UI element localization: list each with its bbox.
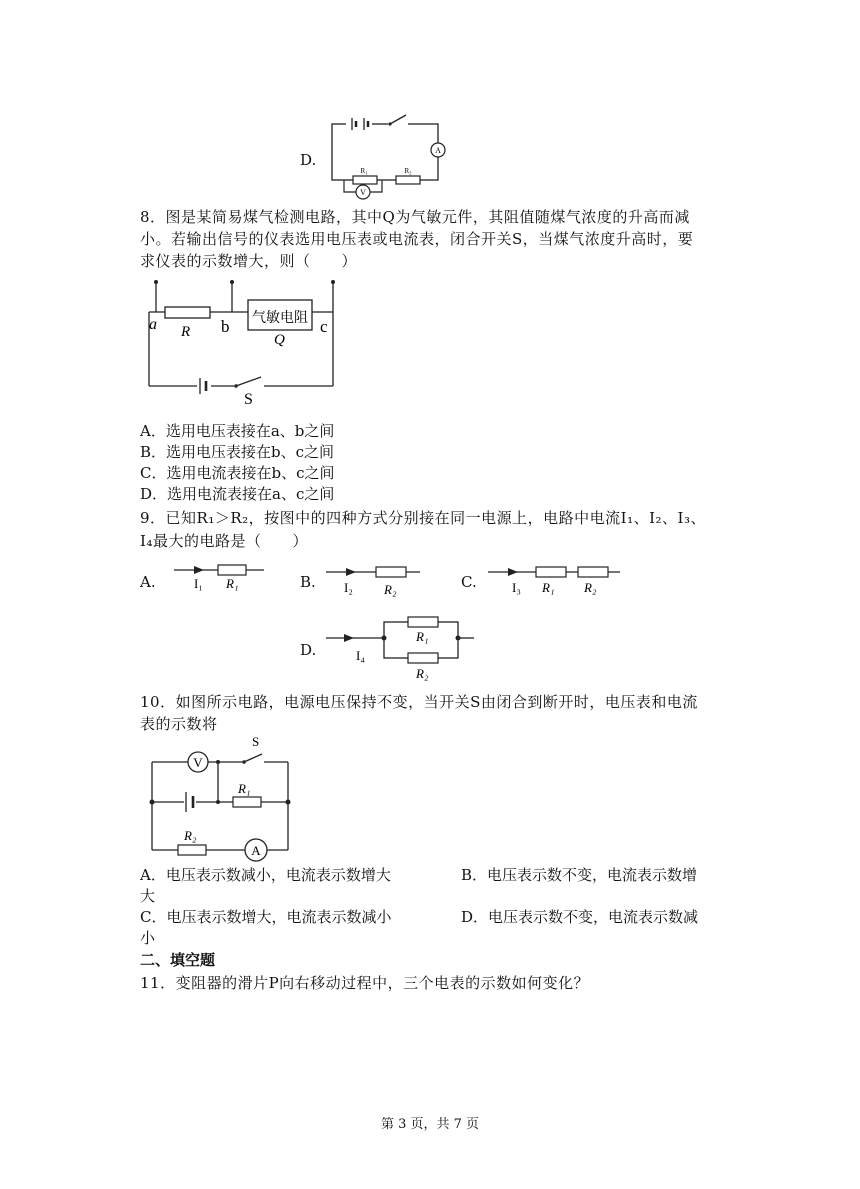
svg-text:A: A [435,146,441,155]
i4-label: I₄ [356,648,365,663]
q8-line-2: 小。若输出信号的仪表选用电压表或电流表，闭合开关S，当煤气浓度升高时，要 [140,230,694,248]
q8-line-1: 8．图是某简易煤气检测电路，其中Q为气敏元件，其阻值随煤气浓度的升高而减 [140,208,690,226]
q8-option-b: B．选用电压表接在b、c之间 [140,443,335,461]
node-a-label: a [149,316,157,333]
svg-text:V: V [193,755,203,770]
r1-label: R₁ [416,629,429,644]
q9-option-a-label: A. [140,573,156,591]
q8-line-3: 求仪表的示数增大，则（ ） [140,252,358,270]
q10-circuit [140,732,300,864]
q9-circuit-c [484,562,624,600]
r1-label: R₁ [238,781,251,796]
q10-option-a-wrap: 大 [140,887,156,905]
q9-circuit-d [322,612,482,684]
section-title: 二、填空题 [140,951,216,969]
r2-label: R₂ [384,582,397,597]
svg-text:A: A [251,843,261,858]
i1-label: I₁ [194,576,203,591]
r1-label: R₁ [542,580,555,595]
q7-option-d-circuit [320,112,452,206]
q9-line-2: I₄最大的电路是（ ） [140,532,308,550]
resistor-r-label: R [181,324,191,340]
i2-label: I₂ [344,580,353,595]
node-b-label: b [221,317,230,336]
q10-option-c: C．电压表示数增大，电流表示数减小 [140,908,392,926]
r2-label: R₂ [584,580,597,595]
q8-option-d: D．选用电流表接在a、c之间 [140,485,335,503]
svg-text:V: V [360,188,366,197]
q7-option-d-label: D. [300,151,317,169]
resistor-q-label: Q [274,332,285,348]
page-footer: 第 3 页，共 7 页 [380,1117,480,1132]
q9-option-c-label: C. [461,573,477,591]
switch-s-label: S [244,391,253,408]
q9-circuit-b [322,562,426,600]
q9-circuit-a [170,560,270,596]
r1-label: R₁ [226,576,239,591]
q10-option-a: A．电压表示数减小，电流表示数增大 [140,866,391,884]
q10-line-2: 表的示数将 [140,715,218,733]
node-c-label: c [320,317,328,336]
q8-option-a: A．选用电压表接在a、b之间 [140,422,335,440]
q9-option-b-label: B. [300,573,316,591]
svg-text:R₁: R₁ [360,167,368,175]
q10-option-d: D．电压表示数不变，电流表示数减 [461,908,699,926]
q10-option-b: B．电压表示数不变，电流表示数增 [461,866,698,884]
q11-line-1: 11．变阻器的滑片P向右移动过程中，三个电表的示数如何变化？ [140,974,590,992]
q9-line-1: 9．已知R₁＞R₂，按图中的四种方式分别接在同一电源上，电路中电流I₁、I₂、I₃、 [140,509,706,527]
switch-s-label: S [252,734,260,749]
q10-option-c-wrap: 小 [140,929,156,947]
q10-line-1: 10．如图所示电路，电源电压保持不变，当开关S由闭合到断开时，电压表和电流 [140,693,698,711]
sensor-label: 气敏电阻 [252,311,308,326]
q9-option-d-label: D. [300,641,317,659]
r2-label: R₂ [184,828,197,843]
i3-label: I₃ [512,580,521,595]
r2-label: R₂ [416,666,429,681]
svg-text:R₂: R₂ [404,167,412,175]
q8-option-c: C．选用电流表接在b、c之间 [140,464,335,482]
q8-gas-sensor-circuit [140,278,350,408]
